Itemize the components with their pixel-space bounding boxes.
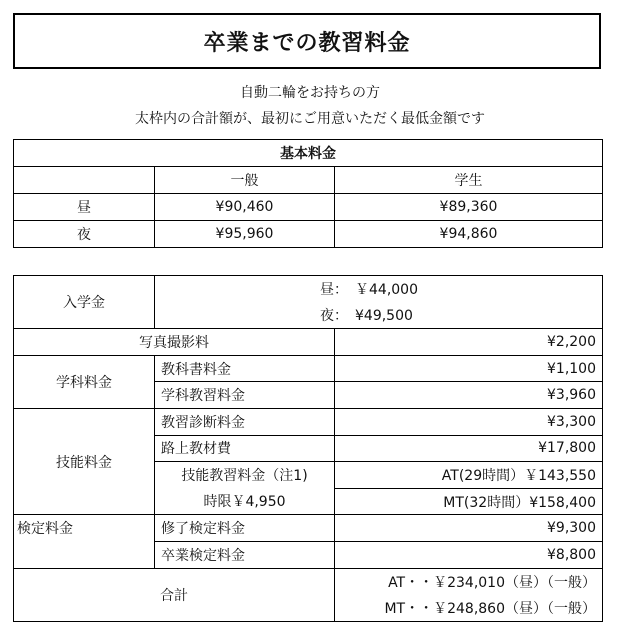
textbook-label: 教科書料金 bbox=[155, 355, 335, 382]
table-row bbox=[14, 355, 603, 382]
academic-label: 学科料金 bbox=[14, 355, 155, 408]
table-row bbox=[14, 541, 603, 568]
graduation-label: 卒業検定料金 bbox=[155, 541, 335, 568]
table-row bbox=[14, 221, 603, 248]
basic-fee-table bbox=[13, 139, 603, 248]
table-row bbox=[14, 408, 603, 435]
table-row bbox=[14, 568, 603, 595]
diagnosis-value: ¥3,300 bbox=[335, 408, 603, 435]
road-value: ¥17,800 bbox=[335, 435, 603, 462]
skill-lesson-label: 技能教習料金（注1) bbox=[155, 462, 335, 489]
skill-label: 技能料金 bbox=[14, 408, 155, 514]
column-student: 学生 bbox=[335, 167, 603, 194]
photo-label: 写真撮影料 bbox=[14, 329, 335, 356]
academic-lesson-label: 学科教習料金 bbox=[155, 382, 335, 409]
empty-cell bbox=[14, 167, 155, 194]
academic-lesson-value: ¥3,960 bbox=[335, 382, 603, 409]
empty-cell bbox=[14, 541, 155, 568]
subtitle-note: 太枠内の合計額が、最初にご用意いただく最低金額です bbox=[135, 111, 485, 127]
row-label-night: 夜 bbox=[14, 221, 155, 248]
completion-label: 修了検定料金 bbox=[155, 515, 335, 542]
page-title: 卒業までの教習料金 bbox=[13, 13, 601, 69]
day-general-price: ¥90,460 bbox=[155, 194, 335, 221]
column-general: 一般 bbox=[155, 167, 335, 194]
textbook-value: ¥1,100 bbox=[335, 355, 603, 382]
admission-label: 入学金 bbox=[14, 276, 155, 329]
admission-night-value: 夜： ¥49,500 bbox=[155, 302, 603, 329]
day-student-price: ¥89,360 bbox=[335, 194, 603, 221]
admission-day-value: 昼： ￥44,000 bbox=[155, 276, 603, 303]
skill-lesson-at-value: AT(29時間）￥143,550 bbox=[335, 462, 603, 489]
basic-fee-header-row bbox=[14, 140, 603, 167]
total-at-value: AT・・￥234,010（昼）（一般） bbox=[335, 568, 603, 595]
night-general-price: ¥95,960 bbox=[155, 221, 335, 248]
completion-value: ¥9,300 bbox=[335, 515, 603, 542]
table-row bbox=[14, 194, 603, 221]
road-label: 路上教材費 bbox=[155, 435, 335, 462]
basic-fee-header: 基本料金 bbox=[14, 140, 603, 167]
fee-breakdown-table bbox=[13, 275, 603, 622]
basic-fee-column-row bbox=[14, 167, 603, 194]
table-row bbox=[14, 515, 603, 542]
table-row bbox=[14, 276, 603, 303]
total-label: 合計 bbox=[14, 568, 335, 621]
graduation-value: ¥8,800 bbox=[335, 541, 603, 568]
night-student-price: ¥94,860 bbox=[335, 221, 603, 248]
table-row bbox=[14, 329, 603, 356]
row-label-day: 昼 bbox=[14, 194, 155, 221]
total-mt-value: MT・・￥248,860（昼）（一般） bbox=[335, 595, 603, 622]
skill-lesson-mt-value: MT(32時間）¥158,400 bbox=[335, 488, 603, 515]
exam-label: 検定料金 bbox=[14, 515, 155, 542]
skill-lesson-hour-price: 時限￥4,950 bbox=[155, 488, 335, 515]
diagnosis-label: 教習診断料金 bbox=[155, 408, 335, 435]
photo-value: ¥2,200 bbox=[335, 329, 603, 356]
subtitle-condition: 自動二輪をお持ちの方 bbox=[240, 85, 380, 101]
